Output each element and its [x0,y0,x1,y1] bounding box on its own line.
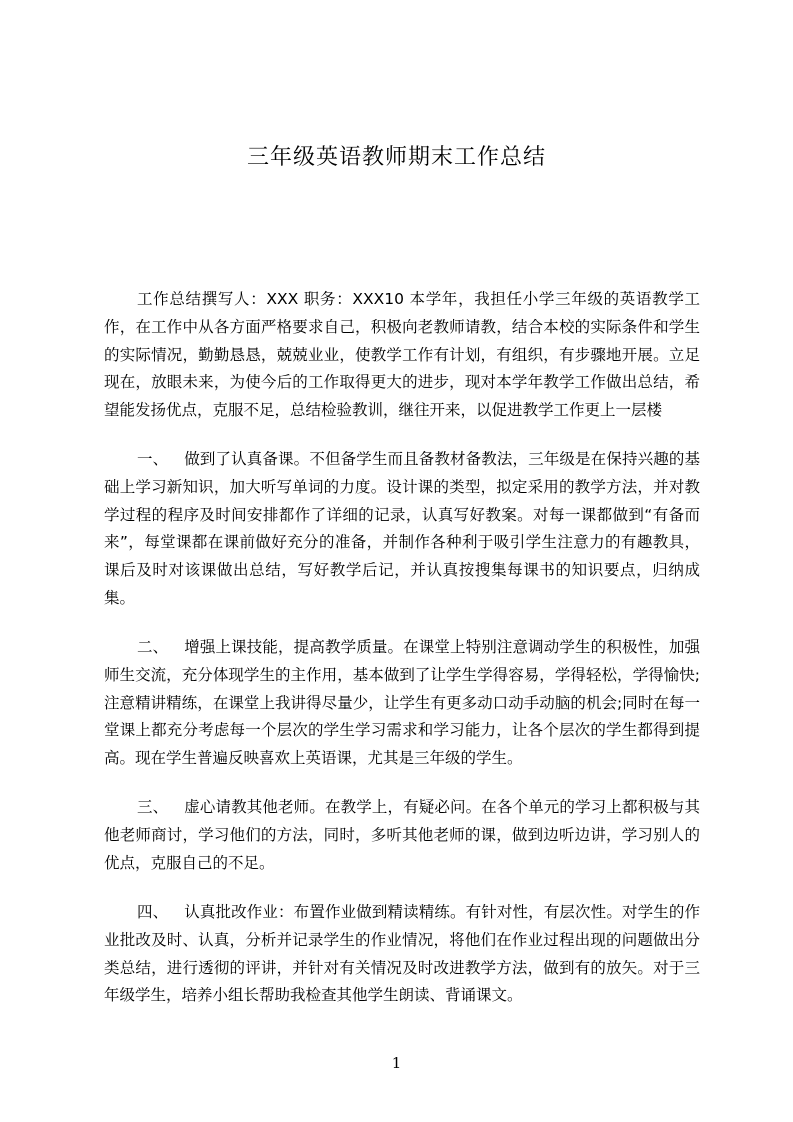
section-number: 三、 [137,798,169,816]
document-title: 三年级英语教师期末工作总结 [246,145,546,170]
section-number: 四、 [137,903,169,921]
page-number: 1 [391,1054,402,1072]
section-paragraph [104,794,700,877]
section-paragraph [104,899,700,1010]
section-text: 虚心请教其他老师。在教学上，有疑必问。在各个单元的学习上都积极与其他老师商讨，学习他们的方法，同时，多听其他老师的课，做到边听边讲，学习别人的优点，克服自己的不足。 [104,798,700,872]
section-paragraph [104,634,700,773]
section-number: 一、 [137,450,169,468]
section-text: 增强上课技能，提高教学质量。在课堂上特别注意调动学生的积极性，加强师生交流，充分体现学生的主作用，基本做到了让学生学得容易，学得轻松，学得愉快;注意精讲精练，在课堂上我讲得尽量少，让学生有更多动口动手动脑的机会;同时在每一堂课上都充分考虑每一个层次的学生学习需求和学习能力，让各个层次的学生都得到提高。现在学生普遍反映喜欢上英语课，尤其是三年级的学生。 [104,638,700,768]
section-text: 做到了认真备课。不但备学生而且备教材备教法，三年级是在保持兴趣的基础上学习新知识，加大听写单词的力度。设计课的类型，拟定采用的教学方法，并对教学过程的程序及时间安排都作了详细的记录，认真写好教案。对每一课都做到“有备而来”，每堂课都在课前做好充分的准备，并制作各种利于吸引学生注意力的有趣教具，课后及时对该课做出总结，写好教学后记，并认真按搜集每课书的知识要点，归纳成集。 [104,450,700,607]
section-text: 认真批改作业：布置作业做到精读精练。有针对性，有层次性。对学生的作业批改及时、认真，分析并记录学生的作业情况，将他们在作业过程出现的问题做出分类总结，进行透彻的评讲，并针对有关情况及时改进教学方法，做到有的放矢。对于三年级学生，培养小组长帮助我检查其他学生朗读、背诵课文。 [104,903,700,1005]
section-number: 二、 [137,638,169,656]
intro-paragraph: 工作总结撰写人：XXX 职务：XXX10 本学年，我担任小学三年级的英语教学工作，在工作中从各方面严格要求自己，积极向老教师请教，结合本校的实际条件和学生的实际情况，勤勤恳恳，兢兢业业，使教学工作有计划，有组织，有步骤地开展。立足现在，放眼未来，为使今后的工作取得更大的进步，现对本学年教学工作做出总结，希望能发扬优点，克服不足，总结检验教训，继往开来，以促进教学工作更上一层楼 [104,290,700,420]
section-paragraph [104,446,700,613]
